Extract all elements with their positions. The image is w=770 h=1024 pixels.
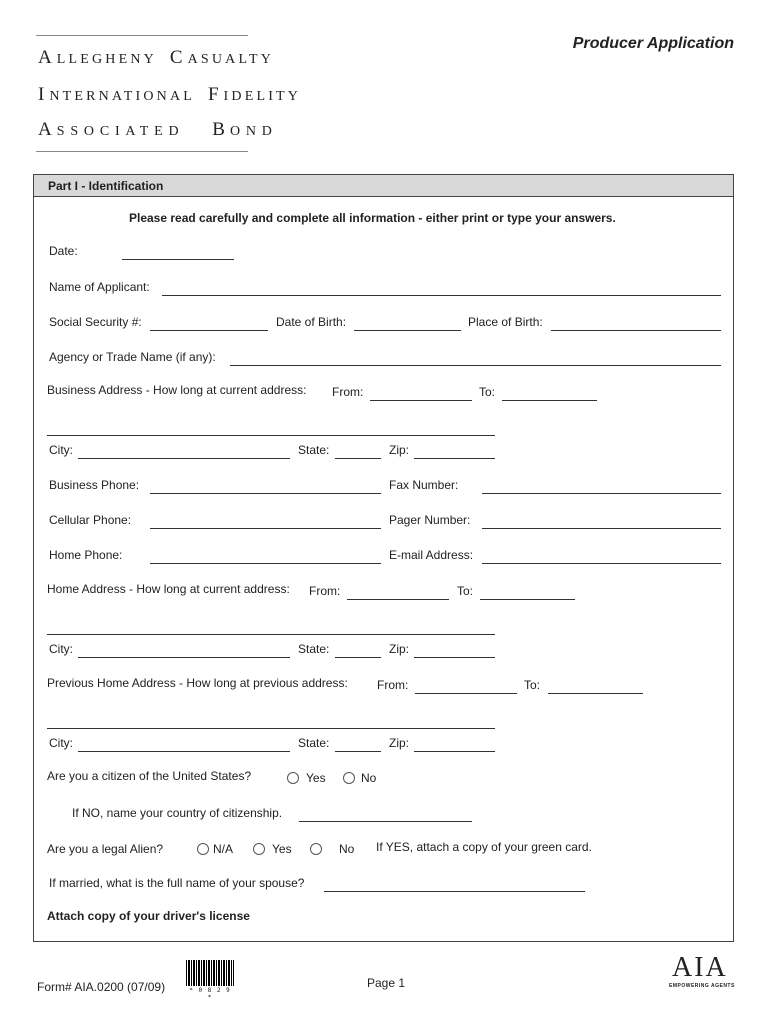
- prev-city-field[interactable]: [78, 737, 290, 752]
- prev-state-field[interactable]: [335, 737, 381, 752]
- business-from-label: From:: [332, 385, 364, 399]
- prev-city-label: City:: [49, 736, 73, 750]
- home-phone-label: Home Phone:: [49, 548, 123, 562]
- business-city-label: City:: [49, 443, 73, 457]
- home-city-label: City:: [49, 642, 73, 656]
- agency-field[interactable]: [230, 351, 721, 366]
- citizen-yes-label: Yes: [306, 771, 326, 785]
- cell-phone-label: Cellular Phone:: [49, 513, 132, 527]
- license-note: Attach copy of your driver's license: [47, 909, 250, 923]
- dob-field[interactable]: [354, 316, 461, 331]
- email-label: E-mail Address:: [389, 548, 474, 562]
- cell-phone-field[interactable]: [150, 514, 381, 529]
- spouse-field[interactable]: [324, 877, 585, 892]
- home-from-label: From:: [309, 584, 341, 598]
- ssn-label: Social Security #:: [49, 315, 142, 329]
- form-number: Form# AIA.0200 (07/09): [37, 980, 166, 994]
- prev-address-field[interactable]: [47, 714, 495, 729]
- alien-na-radio[interactable]: [197, 843, 209, 855]
- business-phone-label: Business Phone:: [49, 478, 140, 492]
- prev-from-label: From:: [377, 678, 409, 692]
- prev-to-field[interactable]: [548, 679, 643, 694]
- business-address-field[interactable]: [47, 421, 495, 436]
- home-address-field[interactable]: [47, 620, 495, 635]
- home-address-label: Home Address - How long at current address:: [47, 582, 290, 596]
- alien-question: Are you a legal Alien?: [47, 842, 164, 856]
- home-zip-label: Zip:: [389, 642, 410, 656]
- business-zip-field[interactable]: [414, 444, 495, 459]
- business-phone-field[interactable]: [150, 479, 381, 494]
- dob-label: Date of Birth:: [276, 315, 347, 329]
- country-question: If NO, name your country of citizenship.: [72, 806, 283, 820]
- company-allegheny-casualty: ALLEGHENY CASUALTY: [38, 47, 275, 68]
- page-number: Page 1: [367, 976, 406, 990]
- alien-yes-label: Yes: [272, 842, 292, 856]
- home-to-field[interactable]: [480, 585, 575, 600]
- business-state-field[interactable]: [335, 444, 381, 459]
- pager-label: Pager Number:: [389, 513, 471, 527]
- fax-label: Fax Number:: [389, 478, 459, 492]
- business-to-label: To:: [479, 385, 496, 399]
- instructions: Please read carefully and complete all information - either print or type your answers.: [129, 211, 616, 225]
- company-international-fidelity: INTERNATIONAL FIDELITY: [38, 84, 302, 105]
- alien-no-radio[interactable]: [310, 843, 322, 855]
- ssn-field[interactable]: [150, 316, 268, 331]
- page-title: Producer Application: [572, 35, 734, 52]
- header-rule-top: [36, 35, 248, 36]
- prev-address-label: Previous Home Address - How long at previous address:: [47, 676, 348, 690]
- date-label: Date:: [49, 244, 78, 258]
- home-phone-field[interactable]: [150, 549, 381, 564]
- home-state-label: State:: [298, 642, 330, 656]
- alien-no-label: No: [339, 842, 355, 856]
- business-zip-label: Zip:: [389, 443, 410, 457]
- applicant-name-label: Name of Applicant:: [49, 280, 150, 294]
- section-heading: Part I - Identification: [34, 175, 733, 197]
- prev-to-label: To:: [524, 678, 541, 692]
- pob-field[interactable]: [551, 316, 721, 331]
- green-card-note: If YES, attach a copy of your green card.: [376, 840, 592, 854]
- email-field[interactable]: [482, 549, 721, 564]
- citizen-no-label: No: [361, 771, 377, 785]
- business-city-field[interactable]: [78, 444, 290, 459]
- aia-logo-tagline: EMPOWERING AGENTS: [669, 983, 735, 989]
- company-associated-bond: ASSOCIATED BOND: [38, 119, 278, 140]
- prev-state-label: State:: [298, 736, 330, 750]
- home-state-field[interactable]: [335, 643, 381, 658]
- prev-zip-field[interactable]: [414, 737, 495, 752]
- date-field[interactable]: [122, 245, 234, 260]
- barcode: [186, 960, 234, 986]
- alien-na-label: N/A: [213, 842, 234, 856]
- business-state-label: State:: [298, 443, 330, 457]
- applicant-name-field[interactable]: [162, 281, 721, 296]
- country-field[interactable]: [299, 807, 472, 822]
- fax-field[interactable]: [482, 479, 721, 494]
- home-to-label: To:: [457, 584, 474, 598]
- alien-yes-radio[interactable]: [253, 843, 265, 855]
- citizen-question: Are you a citizen of the United States?: [47, 769, 252, 783]
- barcode-number: * 0 8 2 9 *: [189, 987, 231, 1001]
- citizen-no-radio[interactable]: [343, 772, 355, 784]
- home-zip-field[interactable]: [414, 643, 495, 658]
- prev-zip-label: Zip:: [389, 736, 410, 750]
- citizen-yes-radio[interactable]: [287, 772, 299, 784]
- spouse-question: If married, what is the full name of your spouse?: [49, 876, 305, 890]
- pob-label: Place of Birth:: [468, 315, 543, 329]
- home-from-field[interactable]: [347, 585, 449, 600]
- agency-label: Agency or Trade Name (if any):: [49, 350, 216, 364]
- prev-from-field[interactable]: [415, 679, 517, 694]
- pager-field[interactable]: [482, 514, 721, 529]
- aia-logo: AIA: [672, 952, 728, 983]
- business-from-field[interactable]: [370, 386, 472, 401]
- business-address-label: Business Address - How long at current address:: [47, 383, 307, 397]
- business-to-field[interactable]: [502, 386, 597, 401]
- header-rule-bottom: [36, 151, 248, 152]
- home-city-field[interactable]: [78, 643, 290, 658]
